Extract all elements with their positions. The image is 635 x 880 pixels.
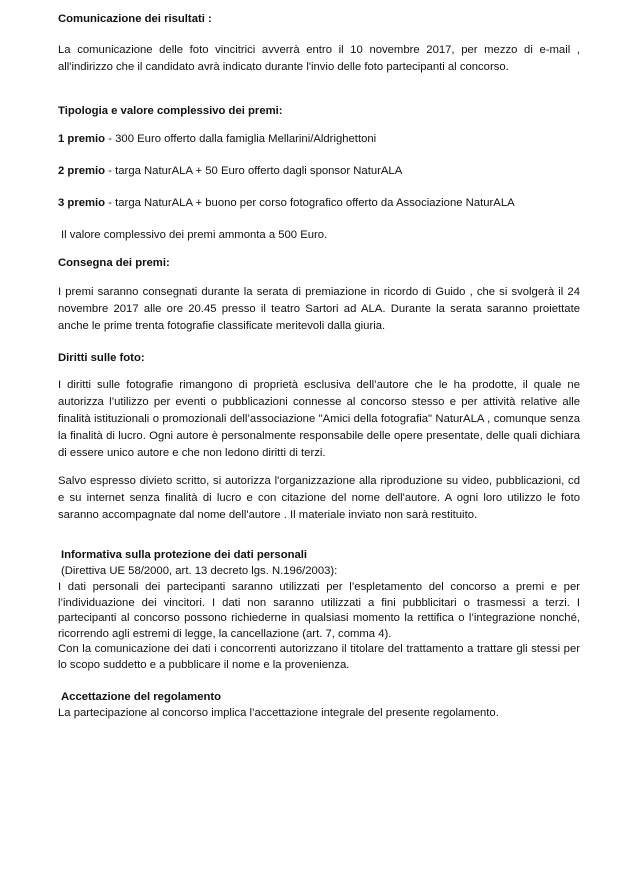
premio-label: 1 premio	[58, 133, 106, 145]
paragraph-accettazione: La partecipazione al concorso implica l’accettazione integrale del presente regolamento.	[58, 707, 499, 719]
heading-comunicazione: Comunicazione dei risultati :	[58, 13, 212, 25]
paragraph-consegna: I premi saranno consegnati durante la serata di premiazione in ricordo di Guido , che si svolgerà il 24 novembre 2017 alle ore 20.45 presso il teatro Sartori ad ALA. Durante la serata saranno proiettate anche le prime trenta fotografie classificate meritevoli dalla giuria.	[58, 286, 580, 332]
premio-item-3	[58, 195, 580, 212]
heading-diritti: Diritti sulle foto:	[58, 352, 145, 364]
heading-consegna: Consegna dei premi:	[58, 257, 170, 269]
premio-text: - targa NaturALA + 50 Euro offerto dagli sponsor NaturALA	[105, 165, 403, 177]
paragraph-diritti-2: Salvo espresso divieto scritto, si autorizza l'organizzazione alla riproduzione su video, pubblicazioni, cd e su internet senza finalità di lucro e con citazione del nome dell'autore. A ogni loro utilizzo le foto saranno accompagnate dal nome dell'autore . Il materiale inviato non sarà restituito.	[58, 475, 580, 521]
premio-item-2	[58, 163, 580, 180]
paragraph-privacy-1: I dati personali dei partecipanti saranno utilizzati per l’espletamento del concorso a premi e per l’individuazione dei vincitori. I dati non saranno utilizzati a fini pubblicitari o trasmessi a terzi. I partecipanti al concorso possono richiederne in qualsiasi momento la rettifica o l’integrazione nonché, ricorrendo agli estremi di legge, la cancellazione (art. 7, comma 4).	[58, 581, 580, 640]
paragraph-diritti-1: I diritti sulle fotografie rimangono di proprietà esclusiva dell’autore che le ha prodotte, il quale ne autorizza l’utilizzo per eventi o pubblicazioni connesse al concorso stesso e per attività relative alle finalità istituzionali o promozionali dell’associazione "Amici della fotografia" NaturALA , comunque senza la finalità di lucro. Ogni autore è personalmente responsabile delle opere presentate, delle quali dichiara di essere unico autore e che non ledono diritti di terzi.	[58, 379, 580, 459]
paragraph-privacy-2: Con la comunicazione dei dati i concorrenti autorizzano il titolare del trattamento a trattare gli stessi per lo scopo suddetto e a pubblicare il nome e la provenienza.	[58, 643, 580, 671]
heading-accettazione: Accettazione del regolamento	[61, 691, 222, 703]
paragraph-comunicazione: La comunicazione delle foto vincitrici avverrà entro il 10 novembre 2017, per mezzo di e-mail , all'indirizzo che il candidato avrà indicato durante l'invio delle foto partecipanti al concorso.	[58, 44, 580, 73]
premio-label: 3 premio	[58, 197, 106, 209]
heading-premi: Tipologia e valore complessivo dei premi:	[58, 105, 283, 117]
premio-item-1	[58, 131, 580, 148]
heading-privacy: Informativa sulla protezione dei dati personali	[61, 549, 308, 561]
premio-text: - targa NaturALA + buono per corso fotografico offerto da Associazione NaturALA	[105, 197, 515, 209]
premio-text: - 300 Euro offerto dalla famiglia Mellarini/Aldrighettoni	[105, 133, 377, 145]
paragraph-totale: Il valore complessivo dei premi ammonta a 500 Euro.	[61, 229, 328, 241]
premio-label: 2 premio	[58, 165, 106, 177]
subheading-privacy: (Direttiva UE 58/2000, art. 13 decreto lgs. N.196/2003):	[61, 565, 338, 577]
